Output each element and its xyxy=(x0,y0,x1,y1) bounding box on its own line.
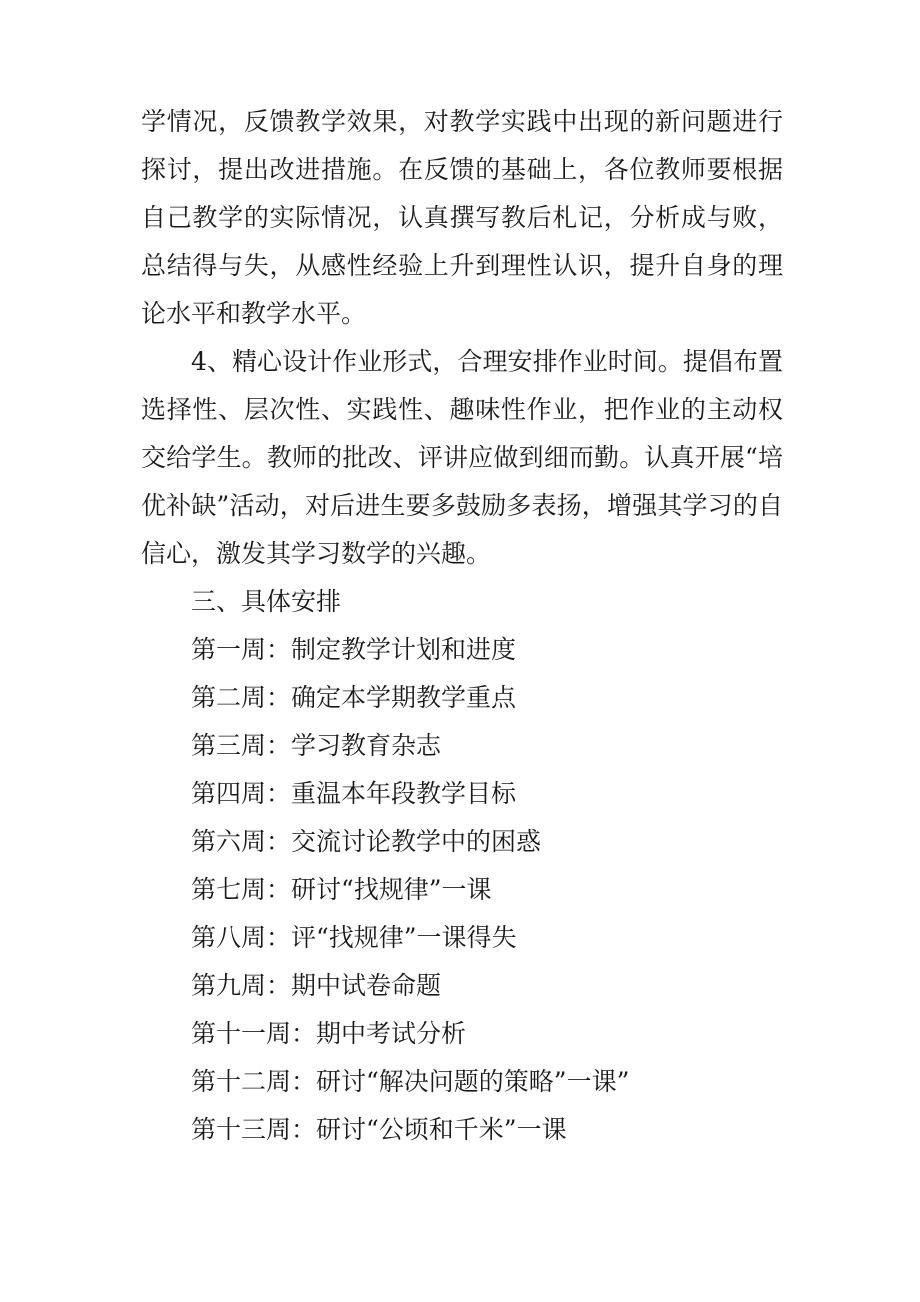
schedule-item: 第十二周：研讨“解决问题的策略”一课” xyxy=(191,1067,630,1096)
schedule-item: 第十三周：研讨“公顷和千米”一课 xyxy=(191,1115,567,1144)
paragraph-feedback: 学情况，反馈教学效果，对教学实践中出现的新问题进行探讨，提出改进措施。在反馈的基础上，各位教师要根据自己教学的实际情况，认真撰写教后札记，分析成与败，总结得与失，从感性经验上升到理性认识，提升自身的理论水平和教学水平。 xyxy=(141,107,783,328)
schedule-item: 第四周：重温本年段教学目标 xyxy=(191,779,517,808)
schedule-item: 第八周：评“找规律”一课得失 xyxy=(191,923,517,952)
schedule-item: 第七周：研讨“找规律”一课 xyxy=(191,875,492,904)
schedule-item: 第十一周：期中考试分析 xyxy=(191,1019,467,1048)
schedule-item: 第九周：期中试卷命题 xyxy=(191,971,442,1000)
document-body xyxy=(141,98,783,1154)
section-title: 三、具体安排 xyxy=(191,587,342,616)
schedule-item: 第二周：确定本学期教学重点 xyxy=(191,683,517,712)
schedule-item: 第一周：制定教学计划和进度 xyxy=(191,635,517,664)
paragraph-homework: 4、精心设计作业形式，合理安排作业时间。提倡布置选择性、层次性、实践性、趣味性作业，把作业的主动权交给学生。教师的批改、评讲应做到细而勤。认真开展“培优补缺”活动，对后进生要多鼓励多表扬，增强其学习的自信心，激发其学习数学的兴趣。 xyxy=(141,347,783,568)
schedule-item: 第六周：交流讨论教学中的困惑 xyxy=(191,827,542,856)
schedule-item: 第三周：学习教育杂志 xyxy=(191,731,442,760)
